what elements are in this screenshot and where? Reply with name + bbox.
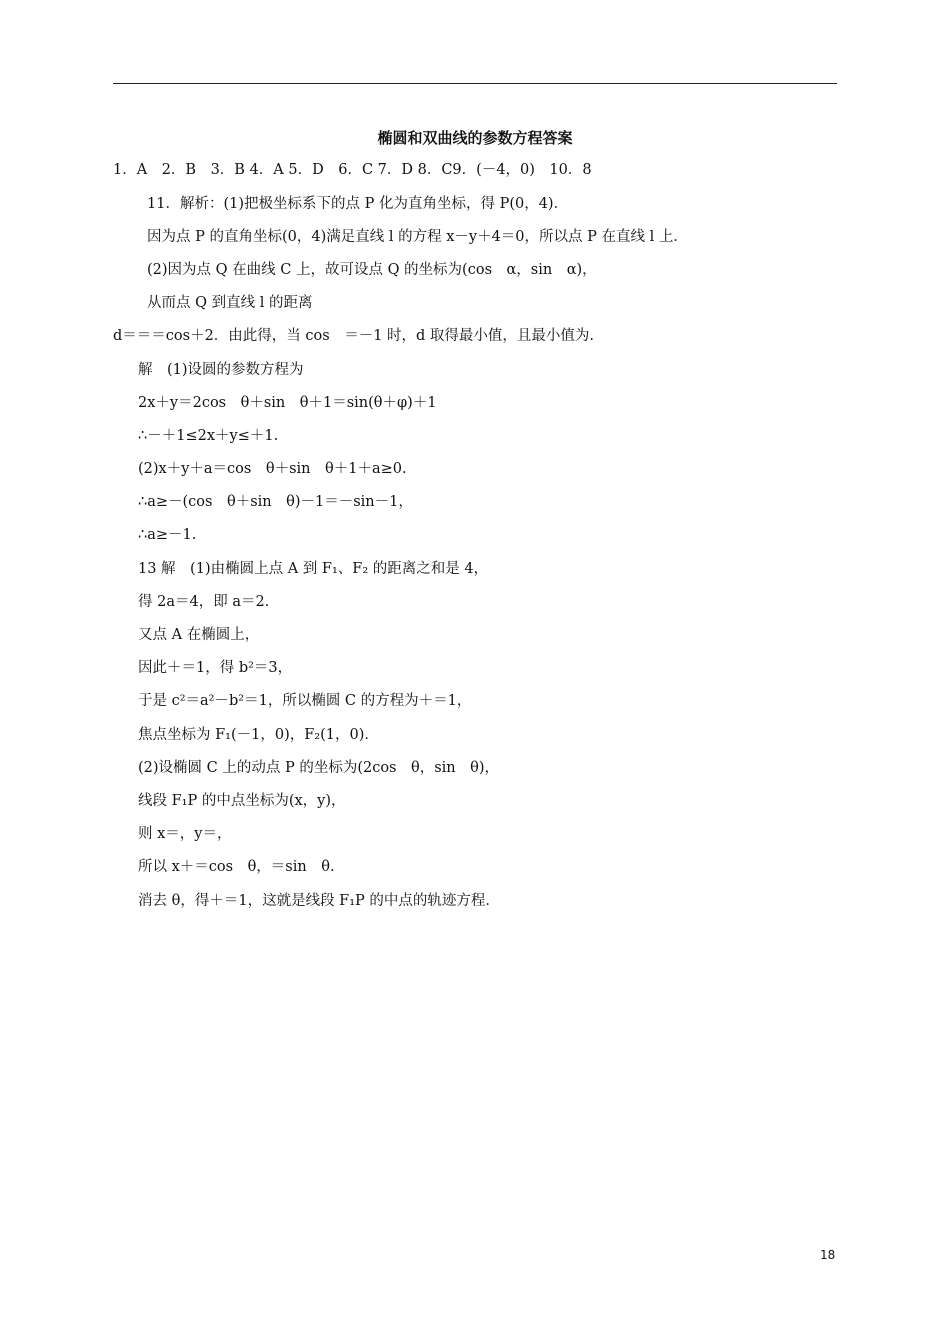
answer-line-3: 因为点 P 的直角坐标(0，4)满足直线 l 的方程 x－y＋4＝0，所以点 P 在直线 l 上． [147, 229, 688, 245]
answer-line-12: ∴a≥－1. [138, 527, 197, 543]
answer-line-10: (2)x＋y＋a＝cos θ＋sin θ＋1＋a≥0. [138, 461, 407, 477]
answer-line-4: (2)因为点 Q 在曲线 C 上，故可设点 Q 的坐标为(cos α，sin α)， [147, 262, 597, 278]
answer-line-11: ∴a≥－(cos θ＋sin θ)－1＝－sin－1， [138, 494, 413, 510]
answer-line-17: 于是 c²＝a²－b²＝1，所以椭圆 C 的方程为＋＝1， [138, 693, 472, 709]
answer-line-16: 因此＋＝1，得 b²＝3， [138, 660, 293, 676]
answer-line-9: ∴－＋1≤2x＋y≤＋1. [138, 428, 279, 444]
page-number: 18 [820, 1248, 836, 1262]
answer-line-21: 则 x＝，y＝， [138, 826, 232, 842]
answer-line-18: 焦点坐标为 F₁(－1，0)，F₂(1，0)． [138, 727, 379, 743]
answer-line-8: 2x＋y＝2cos θ＋sin θ＋1＝sin(θ＋φ)＋1 [138, 395, 437, 411]
answer-line-7: 解 (1)设圆的参数方程为 [138, 362, 304, 378]
header-rule [113, 83, 837, 84]
answer-line-1: 1．A 2．B 3．B 4．A 5．D 6．C 7．D 8．C9．(－4，0) 10．8 [113, 162, 592, 178]
answer-line-20: 线段 F₁P 的中点坐标为(x，y)， [138, 793, 346, 809]
answer-line-22: 所以 x＋＝cos θ，＝sin θ. [138, 859, 335, 875]
answer-line-23: 消去 θ，得＋＝1，这就是线段 F₁P 的中点的轨迹方程． [138, 893, 500, 909]
answer-line-15: 又点 A 在椭圆上， [138, 627, 260, 643]
answer-line-6: d＝＝＝cos＋2．由此得，当 cos ＝－1 时，d 取得最小值，且最小值为. [113, 328, 595, 344]
answer-line-13: 13 解 (1)由椭圆上点 A 到 F₁、F₂ 的距离之和是 4， [138, 561, 489, 577]
answer-line-19: (2)设椭圆 C 上的动点 P 的坐标为(2cos θ，sin θ)， [138, 760, 500, 776]
document-title: 椭圆和双曲线的参数方程答案 [377, 129, 573, 147]
answer-line-14: 得 2a＝4，即 a＝2. [138, 594, 270, 610]
answer-line-2: 11．解析：(1)把极坐标系下的点 P 化为直角坐标，得 P(0，4)． [147, 196, 569, 212]
answer-line-5: 从而点 Q 到直线 l 的距离 [147, 295, 313, 311]
